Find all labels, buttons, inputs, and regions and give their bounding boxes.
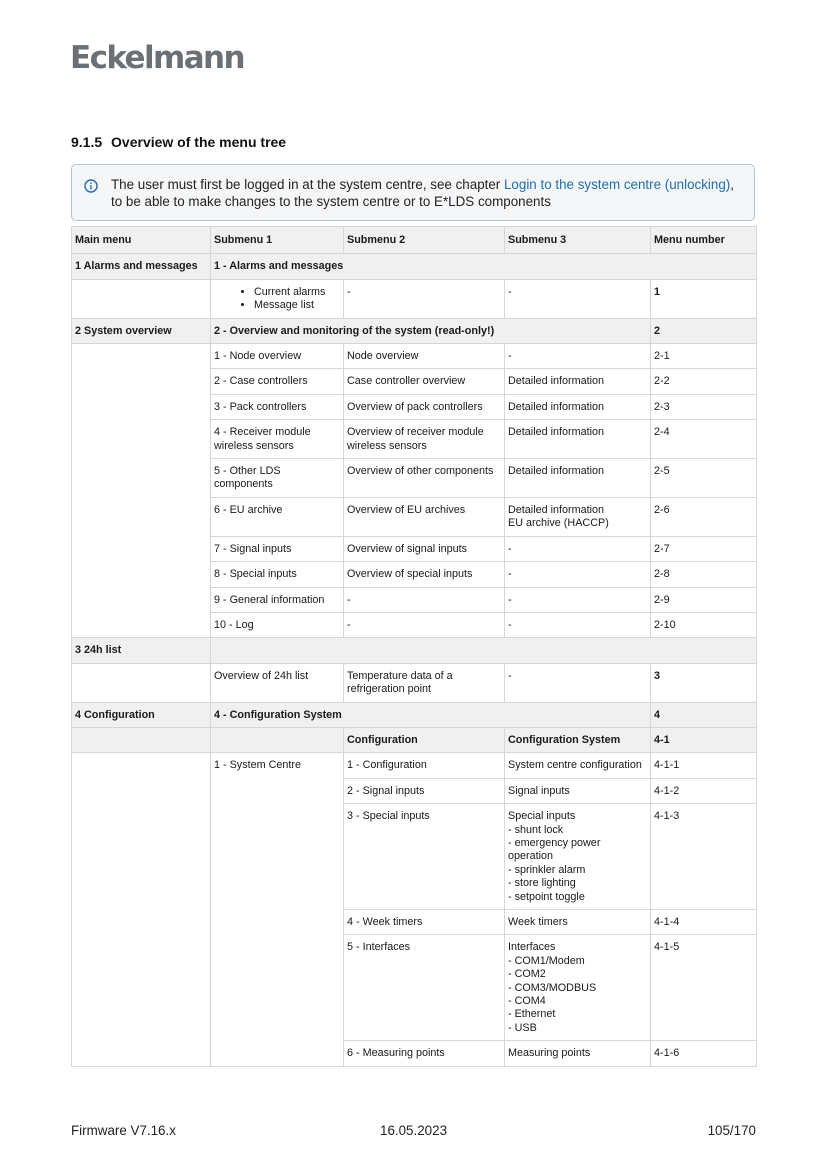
cell-line: - sprinkler alarm [508, 863, 586, 876]
col-submenu-2: Submenu 2 [344, 227, 505, 254]
list-item: • Message list [254, 299, 340, 312]
submenu-2-cell: Temperature data of a refrigeration point [344, 663, 505, 702]
cell-line: Detailed information [508, 503, 605, 516]
submenu-2-cell: Overview of receiver module wireless sensors [344, 420, 505, 459]
group-label: 3 24h list [72, 638, 211, 663]
table-row [72, 753, 757, 778]
group-row-24h-list [72, 638, 757, 663]
submenu-1-cell: 2 - Case controllers [211, 369, 344, 394]
menu-number-cell: 2-8 [651, 562, 757, 587]
group-submenu: 4 - Configuration System [211, 702, 651, 727]
section-title: Overview of the menu tree [111, 134, 287, 150]
cell-line: EU archive (HACCP) [508, 517, 609, 530]
subgroup-row-configuration [72, 727, 757, 752]
table-row [72, 344, 757, 369]
submenu-2-cell: - [344, 612, 505, 637]
submenu-2-cell: 2 - Signal inputs [344, 778, 505, 803]
login-chapter-link[interactable]: Login to the system centre (unlocking) [503, 177, 731, 192]
eckelmann-logo: Eckelmann [70, 40, 244, 76]
submenu-1-cell: 3 - Pack controllers [211, 394, 344, 419]
col-submenu-3: Submenu 3 [505, 227, 651, 254]
submenu-1-cell: 8 - Special inputs [211, 562, 344, 587]
cell-line: - USB [508, 1021, 537, 1034]
menu-tree-table [71, 226, 757, 1067]
cell-line: - Ethernet [508, 1008, 556, 1021]
submenu-2-cell: - [344, 587, 505, 612]
menu-number-cell: 4-1-3 [651, 804, 757, 910]
submenu-1-cell: 1 - Node overview [211, 344, 344, 369]
cell-line: - store lighting [508, 877, 576, 890]
group-label: 1 Alarms and messages [72, 254, 211, 279]
menu-number-cell: 2-7 [651, 536, 757, 561]
menu-number-cell: 2-5 [651, 459, 757, 498]
note-text-before: The user must first be logged in at the system centre, see chapter [111, 177, 504, 192]
cell-line: operation [508, 850, 554, 863]
submenu-1-cell: 9 - General information [211, 587, 344, 612]
menu-number-cell: 2-1 [651, 344, 757, 369]
submenu-2-cell: Overview of EU archives [344, 497, 505, 536]
info-note [71, 164, 755, 221]
menu-number-cell: 2-2 [651, 369, 757, 394]
group-number: 4 [651, 702, 757, 727]
list-item: • Current alarms [254, 286, 340, 299]
submenu-3-cell: System centre configuration [505, 753, 651, 778]
submenu-1-cell: 5 - Other LDS components [211, 459, 344, 498]
cell-line: - COM1/Modem [508, 954, 585, 967]
table-row [72, 663, 757, 702]
submenu-3-cell: - [505, 344, 651, 369]
group-row-configuration [72, 702, 757, 727]
subgroup-number: 4-1 [651, 727, 757, 752]
submenu-3-cell [505, 497, 651, 536]
submenu-2-cell: - [344, 279, 505, 318]
menu-number-cell: 2-10 [651, 612, 757, 637]
submenu-2-cell: 5 - Interfaces [344, 935, 505, 1041]
submenu-2-cell: 1 - Configuration [344, 753, 505, 778]
submenu-3-cell: Detailed information [505, 459, 651, 498]
menu-number-cell: 2-9 [651, 587, 757, 612]
cell-line: - setpoint toggle [508, 890, 585, 903]
cell-line: - COM2 [508, 968, 546, 981]
submenu-3-cell: Measuring points [505, 1041, 651, 1066]
submenu-1-cell: 7 - Signal inputs [211, 536, 344, 561]
submenu-2-cell: Overview of other components [344, 459, 505, 498]
submenu-1-cell: 1 - System Centre [211, 753, 344, 1066]
submenu-1-cell: 10 - Log [211, 612, 344, 637]
submenu-3-cell: - [505, 587, 651, 612]
submenu-3-cell: Detailed information [505, 420, 651, 459]
menu-number-cell: 4-1-4 [651, 910, 757, 935]
submenu-2-cell: Overview of pack controllers [344, 394, 505, 419]
menu-number-cell: 2-3 [651, 394, 757, 419]
submenu-3-cell: - [505, 279, 651, 318]
submenu-1-cell: Overview of 24h list [211, 663, 344, 702]
cell-line: - COM3/MODBUS [508, 981, 597, 994]
submenu-3-cell: Week timers [505, 910, 651, 935]
menu-number-cell: 2-6 [651, 497, 757, 536]
col-main-menu: Main menu [72, 227, 211, 254]
menu-number-cell: 1 [651, 279, 757, 318]
submenu-1-cell: 4 - Receiver module wireless sensors [211, 420, 344, 459]
cell-line: - shunt lock [508, 823, 564, 836]
submenu-3-cell [505, 935, 651, 1041]
submenu-1-cell [211, 279, 344, 318]
cell-line: - COM4 [508, 995, 546, 1008]
footer-page-number: 105/170 [707, 1123, 756, 1138]
submenu-2-cell: Overview of signal inputs [344, 536, 505, 561]
table-row [72, 279, 757, 318]
subgroup-submenu-3: Configuration System [505, 727, 651, 752]
col-submenu-1: Submenu 1 [211, 227, 344, 254]
cell-line: Special inputs [508, 810, 576, 823]
menu-number-cell: 4-1-1 [651, 753, 757, 778]
footer-date: 16.05.2023 [380, 1123, 448, 1138]
submenu-2-cell: 6 - Measuring points [344, 1041, 505, 1066]
submenu-3-cell: Signal inputs [505, 778, 651, 803]
menu-number-cell: 2-4 [651, 420, 757, 459]
submenu-3-cell: Detailed information [505, 369, 651, 394]
submenu-2-cell: 3 - Special inputs [344, 804, 505, 910]
cell-line: Interfaces [508, 941, 556, 954]
section-number: 9.1.5 [71, 134, 103, 150]
submenu-3-cell: - [505, 663, 651, 702]
group-label: 2 System overview [72, 318, 211, 343]
group-row-system-overview [72, 318, 757, 343]
submenu-2-cell: Node overview [344, 344, 505, 369]
submenu-3-cell [505, 804, 651, 910]
note-text [111, 177, 741, 210]
submenu-3-cell: - [505, 536, 651, 561]
group-label: 4 Configuration [72, 702, 211, 727]
group-submenu: 1 - Alarms and messages [211, 254, 757, 279]
menu-number-cell: 4-1-6 [651, 1041, 757, 1066]
section-heading [71, 134, 286, 150]
menu-number-cell: 3 [651, 663, 757, 702]
footer-firmware: Firmware V7.16.x [71, 1123, 176, 1138]
note-text-after: , to be able to make changes to the system centre or to E*LDS components [111, 177, 734, 209]
info-icon [84, 179, 98, 193]
cell-line: - emergency power [508, 836, 601, 849]
menu-number-cell: 4-1-2 [651, 778, 757, 803]
submenu-2-cell: Overview of special inputs [344, 562, 505, 587]
menu-number-cell: 4-1-5 [651, 935, 757, 1041]
submenu-2-cell: 4 - Week timers [344, 910, 505, 935]
group-row-alarms [72, 254, 757, 279]
group-number: 2 [651, 318, 757, 343]
submenu-2-cell: Case controller overview [344, 369, 505, 394]
submenu-3-cell: - [505, 562, 651, 587]
table-header-row [72, 227, 757, 254]
subgroup-submenu-2: Configuration [344, 727, 505, 752]
col-menu-number: Menu number [651, 227, 757, 254]
submenu-1-cell: 6 - EU archive [211, 497, 344, 536]
submenu-3-cell: - [505, 612, 651, 637]
group-submenu: 2 - Overview and monitoring of the system (read-only!) [211, 318, 651, 343]
submenu-3-cell: Detailed information [505, 394, 651, 419]
